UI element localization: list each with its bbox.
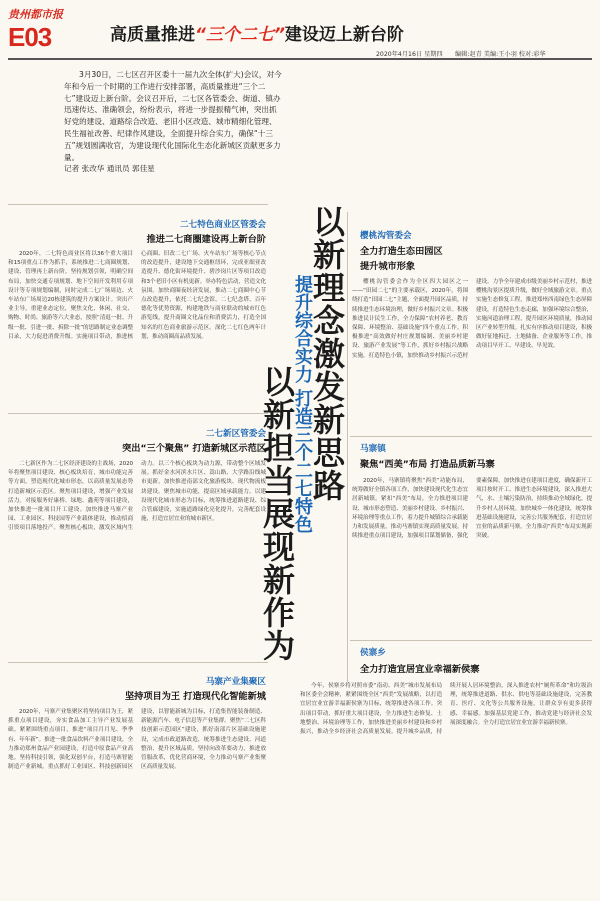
- article-6-body: 今年，侯寨乡将对照市委“南动、西美”城市发展布局和区委全会精神，紧紧围绕全区“西美”发展战略，以打造宜居宜业宜游幸福新侯寨为目标，统筹推进各项工作。突出项目带动，抓好重大项目建设，全力推进生态修复、土地整治、环境治理等工作，加快推进美丽乡村建设和乡村振兴，推动全乡经济社会高质量发展。提升城乡品质，持续开展人居环境整治，深入推进农村“厕所革命”和垃圾治理，统筹推进道路、供水、供电等基础设施建设，完善教育、医疗、文化等公共服务设施，让群众享有更多获得感、幸福感。加强基层党建工作，推动党建与经济社会发展深度融合。全力打造宜居宜业宜游幸福新侯寨。: [300, 683, 592, 736]
- divider: [8, 413, 268, 414]
- section-code: E03: [8, 22, 52, 52]
- article-3-unit: 马寨产业集聚区: [205, 677, 266, 687]
- page-title-suffix: 建设迈上新台阶: [284, 25, 404, 45]
- article-5-headline: 聚焦“西美”布局 打造品质新马寨: [360, 459, 495, 470]
- article-5-unit: 马寨镇: [360, 444, 386, 454]
- article-6-headline: 全力打造宜居宜业幸福新侯寨: [360, 664, 480, 675]
- article-2-unit: 二七新区管委会: [205, 429, 266, 439]
- divider: [347, 212, 348, 682]
- article-3-headline: 坚持项目为王 打造现代化智能新城: [124, 691, 266, 702]
- brand-logo: 贵州都市报: [8, 8, 63, 21]
- page-title-highlight: “三个二七”: [195, 25, 285, 45]
- article-1-headline: 推进二七商圈建设再上新台阶: [146, 234, 266, 245]
- lead-byline: 记者 张改华 通讯员 郭佳星: [64, 164, 155, 174]
- masthead-rule: [8, 58, 592, 60]
- lead-text: 3月30日，二七区召开区委十一届九次全体(扩大)会议，对今年和今后一个时期的工作进行安排部署，高质量推进“三个二七”建设迈上新台阶。会议召开后，二七区各管委会、街道、镇办迅速传达、准确领会，纷纷表示，将进一步提振精气神，突出抓好党的建设、道路综合改造、老旧小区改造、城市精细化管理、民生福祉改善、纪律作风建设，全面提升综合实力，确保“十三五”规划圆满收官，为建设现代化国际化生态化新城区贡献更多力量。: [64, 70, 282, 162]
- lead-paragraph: [64, 69, 282, 199]
- divider: [350, 640, 592, 641]
- article-1-body: 2020年，二七特色商业区将以36个重大项目和15项重点工作为抓手，系统推进二七商圈规划、建设、管理再上新台阶。坚持规划引领，明确空间布局，加快交通专项规划、地下空间开发利用专项设计等专项规划编制，同时完成二七广场周边、火车站东广场周边20栋建筑的提升方案设计。突出产业主导，重建业态定位，聚焦文化、休闲、社交、购物、时尚、旅游等六大业态，按照“清退一批、升级一批、引进一批、拆除一批”的思路制定业态调整目录，大力促进消费升级。实施项目带动，推进核心商圈、旧改二七广场、火车站东广场等核心节点的改造提升，建设地下交通枢纽环，完成亚细亚改造提升、德化街环境提升、碧沙岗片区等项目改造和3个老旧小区有机更新。举办特色活动，营造文化氛围。加快商圈夜经济发展，推动二七商圈中心节点改造提升，依托二七纪念馆、二七纪念塔、百年德化等优势资源，构建地铁与商业联动的城市红色游览线，提升商圈文化品位和消费活力，打造全国知名的红色商业旅游示范区。深化二七红色两年计划，推动商圈高品质发展。: [8, 251, 266, 340]
- article-4-body: 樱桃沟管委会作为全区四大园区之一——“田园二七”的主要承载区，2020年，将围绕打造“田园二七”主题，全面提升园区品质，持续推进生态环境治理，做好乡村振兴文章。积极推进民计民生工作，全力保障“农村养老、教育保障、环境整治、基础设施”四个重点工作。积极推进“高效做好村庄规划编制、美丽乡村建设、旅游产业发展”等工作，抓好乡村振兴战略实施，打造特色小镇，加快推动乡村振兴示范村建设。力争全年建成市级美丽乡村示范村，推进樱桃沟景区提质升级，做好全域旅游文章。重点实施生态修复工程，推进郑州西南绿色生态屏障建设，打造特色生态走廊，加强环境综合整治，实施河道治理工程，提升园区环境质量，推动园区产业转型升级。扎实有序推动项目建设，积极做好征地拆迁、土地储备、企业服务等工作，推动项目早开工、早建设、早见效。: [352, 279, 592, 359]
- divider: [350, 436, 592, 437]
- article-5-body: 2020年，马寨镇将聚焦“西美”功能布局，统筹做好全镇各项工作，加快建设现代化生态宜居新城镇。紧扣“西美”布局，全力推进项目建设、城市形态塑造、美丽乡村建设、乡村振兴、环境治理等重点工作，着力提升城镇综合承载能力和发展质量，推动马寨镇实现高质量发展。持续推进重点项目建设，加强项目谋划储备，强化要素保障，加快推进在建项目进度，确保新开工项目按时开工。推进生态环境建设，深入推进大气、水、土壤污染防治，持续推动全域绿化，提升乡村人居环境。加快城乡一体化建设，统筹推进基础设施建设，完善公共服务配套，打造宜居宜业的品质新马寨，全力推动“西美”布局实现新突破。: [352, 478, 592, 540]
- article-2-headline: 突出“三个聚焦” 打造新城区示范区: [122, 443, 266, 454]
- page-title: [110, 20, 404, 45]
- feature-headline-line-1: 以新理念激发新思路: [308, 205, 346, 502]
- feature-headline-line-2: 以新担当展现新作为: [258, 365, 296, 662]
- article-4-headline-line-1: 全力打造生态田园区: [360, 246, 443, 257]
- article-6-unit: 侯寨乡: [360, 648, 386, 658]
- article-3-body: 2020年，马寨产业集聚区将坚持项目为王，紧抓重点项目建设，夯实食品加工主导产业发展基础。紧紧围绕重点项目，推进“项目月月见、季季有、年年新”。推进一批食品饮料产业项目建设，全力推动郑州食品产业园建设，打造中原食品产业高地。坚持科技引领，强化双创平台，打造马寨智能制造产业新城。重点抓好工业园区、科技创新园区建设，以智能新城为目标，打造集智能装备制造、新能源汽车、电子信息等产业集群。聚焦“二七区科技创新示范园区”建设，抓好南部片区基础设施建设，完成市政道路改造，统筹推进生态建设、河道整治，提升区域品质。坚持向改革要动力，推进放管服改革，优化营商环境，全力推动马寨产业集聚区高质量发展。: [8, 709, 266, 771]
- article-2-body: 二七新区作为二七区经济建设的主战场，2020年将聚焦项目建设、核心板块培育，城市功能完善等方面，塑造现代化城市形态，以高质量发展态势打造新城区示范区。聚焦项目建设，增强产业发展活力。对接服务好康桥、绿地、鑫苑等项目建设，加快推进一批项目开工建设。加快推进马寨产业园、工业园区、科技园等产业载体建设，推动招商引资项目落地投产。聚焦核心板块，激发区域内生动力。以三个核心板块为动力源，带动整个区域发展。抓好金水河滨水片区、嵩山路、大学路沿线城市更新，加快推进南部文化旅游板块、现代物流板块建设。聚焦城市功能，提高区域承载能力。以建设现代化城市形态为目标，统筹推进道路建设、综合管廊建设，实施道路绿化亮化提升，完善配套设施，打造宜居宜业的城市新区。: [8, 461, 266, 532]
- page-title-prefix: 高质量推进: [110, 25, 195, 45]
- feature-subline: 提升综合实力 打造三个二七特色: [292, 275, 313, 534]
- article-1-unit: 二七特色商业区管委会: [180, 220, 266, 230]
- divider: [8, 662, 268, 663]
- editor-credits: 编辑:赵青 美编:王小羽 校对:彩华: [455, 51, 546, 58]
- masthead: [0, 0, 600, 58]
- article-4-unit: 樱桃沟管委会: [360, 231, 412, 241]
- divider: [8, 204, 268, 205]
- dateline: 2020年4月16日 星期四: [376, 51, 443, 58]
- article-4-headline-line-2: 提升城市形象: [360, 261, 416, 272]
